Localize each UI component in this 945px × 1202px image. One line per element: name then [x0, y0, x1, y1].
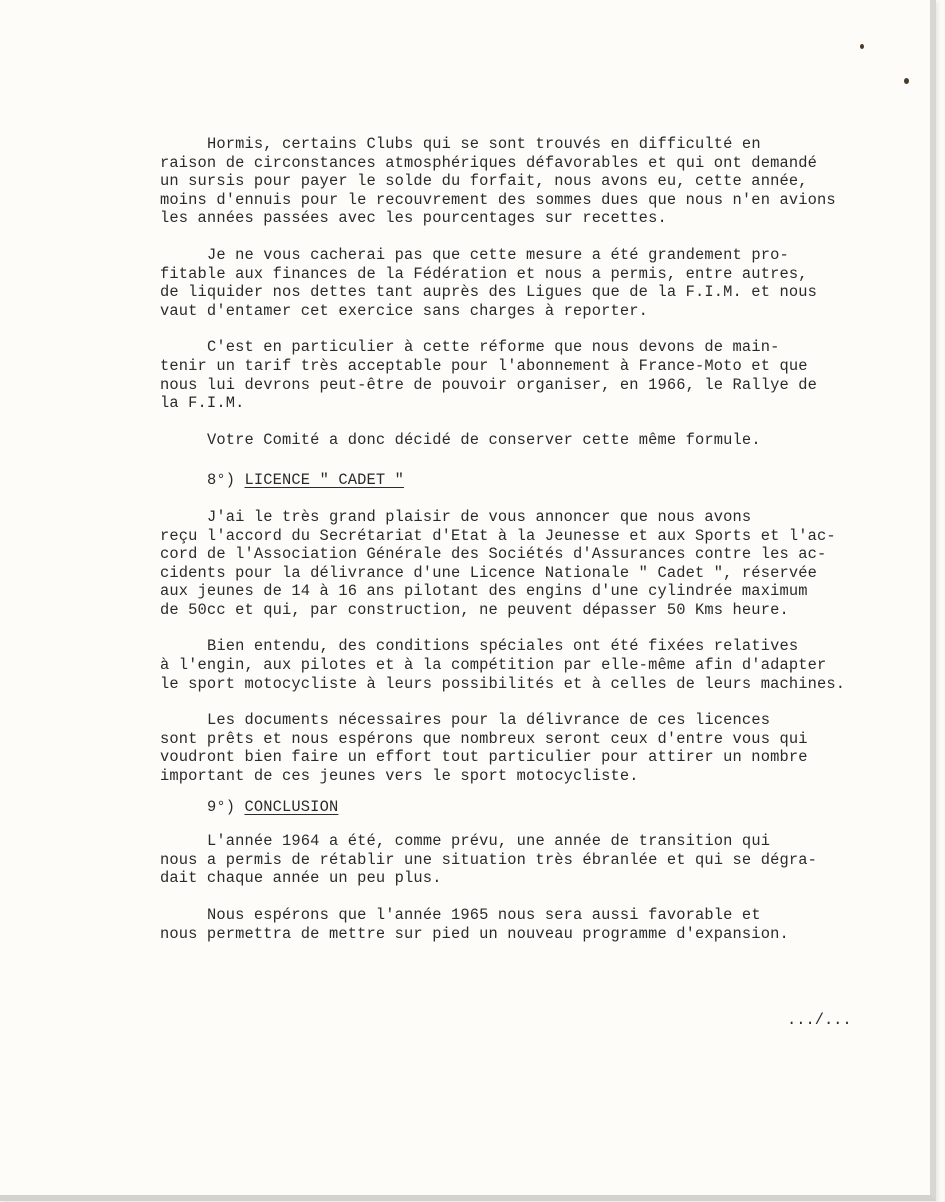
paragraph-formule-conservee: Votre Comité a donc décidé de conserver cette même formule. — [160, 430, 761, 449]
continuation-mark: .../... — [787, 1011, 852, 1029]
section-number: 9°) — [160, 797, 245, 816]
paragraph-forfait-recouvrement: Hormis, certains Clubs qui se sont trouvés en difficulté en raison de circonstances atmosphériques défavorables et qui ont demandé un sursis pour payer le solde du forfait, nous avons eu, cette année, moins d'ennuis pour le recouvrement des sommes dues que nous n'en avions les années passées avec les pourcentages sur recettes. — [160, 135, 836, 228]
paragraph-annee-1964: L'année 1964 a été, comme prévu, une année de transition qui nous a permis de rétablir une situation très ébranlée et qui se dégra- dait chaque année un peu plus. — [160, 832, 818, 888]
paragraph-finances-federation: Je ne vous cacherai pas que cette mesure a été grandement pro- fitable aux finances de la Fédération et nous a permis, entre autres, de liquider nos dettes tant auprès des Ligues que de la F.I.M. et nous vaut d'entamer cet exercice sans charges à reporter. — [160, 245, 818, 320]
section-heading-licence-cadet — [160, 471, 900, 490]
section-heading-conclusion — [160, 798, 900, 817]
section-number: 8°) — [160, 471, 245, 490]
document-body — [160, 135, 900, 961]
paragraph-conditions-speciales: Bien entendu, des conditions spéciales ont été fixées relatives à l'engin, aux pilotes et à la compétition par elle-même afin d'adapter le sport motocycliste à leurs possibilités et à celles de leurs machines. — [160, 637, 846, 693]
ink-speck — [904, 78, 909, 84]
paragraph-annee-1965: Nous espérons que l'année 1965 nous sera aussi favorable et nous permettra de mettre sur pied un nouveau programme d'expansion. — [160, 906, 789, 943]
section-title: LICENCE " CADET " — [244, 471, 405, 490]
paragraph-documents-licences: Les documents nécessaires pour la délivrance de ces licences sont prêts et nous espérons que nombreux seront ceux d'entre vous qui voudront bien faire un effort tout particulier pour attirer un nombre important de ces jeunes vers le sport motocycliste. — [160, 711, 808, 786]
paragraph-tarif-abonnement: C'est en particulier à cette réforme que nous devons de main- tenir un tarif très acceptable pour l'abonnement à France-Moto et que nous lui devrons peut-être de pouvoir organiser, en 1966, le Rallye de la F.I.M. — [160, 338, 818, 413]
section-title: CONCLUSION — [244, 797, 339, 816]
paragraph-licence-annonce: J'ai le très grand plaisir de vous annoncer que nous avons reçu l'accord du Secrétariat d'Etat à la Jeunesse et aux Sports et l'ac- cord de l'Association Générale des Sociétés d'Assurances contre les ac- cidents pour la délivrance d'une Licence Nationale " Cadet ", réservée aux jeunes de 14 à 16 ans pilotant des engins d'une cylindrée maximum de 50cc et qui, par construction, ne peuvent dépasser 50 Kms heure. — [160, 507, 836, 619]
ink-speck — [860, 44, 864, 49]
